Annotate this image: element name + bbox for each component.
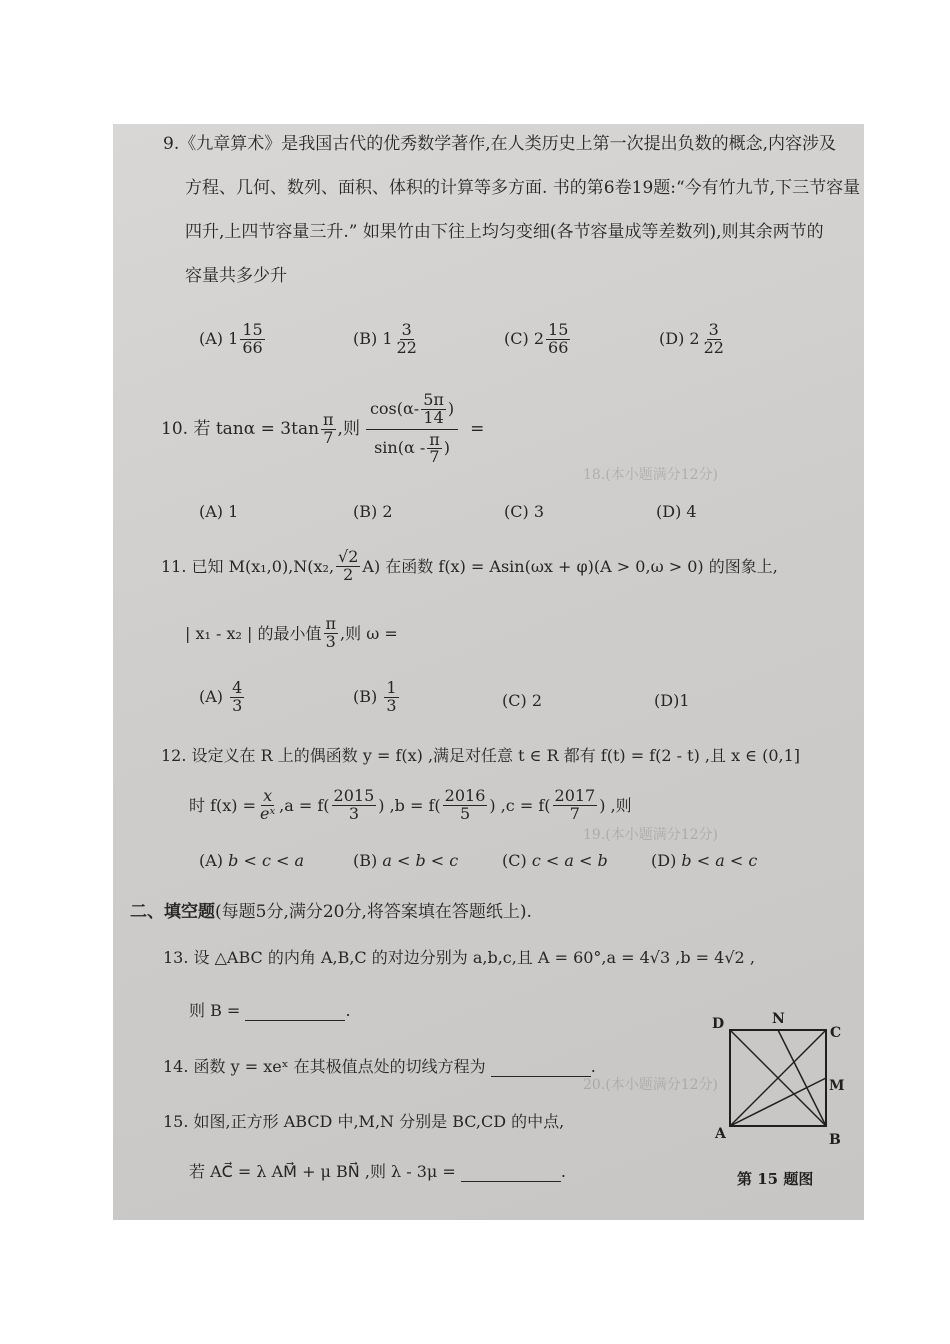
option-label: (A): [199, 328, 224, 348]
denominator: 14: [423, 407, 444, 427]
denominator: eˣ: [260, 803, 276, 823]
denominator: 22: [703, 337, 724, 357]
question-10: [161, 392, 484, 466]
option-value: 3: [533, 502, 545, 521]
q10-num-fraction: [421, 392, 446, 427]
q11-text-c: | x₁ - x₂ | 的最小值: [185, 623, 322, 643]
q12-c-text: ) ,c = f(: [489, 795, 551, 815]
q10-pi-over-7: [321, 409, 336, 447]
option-fraction: [702, 322, 726, 357]
q9-line-4: 容量共多少升: [185, 266, 287, 286]
q11-pi-over-3: [324, 616, 339, 651]
option-fraction: [546, 322, 570, 357]
numerator: 3: [708, 320, 719, 339]
question-14: [163, 1057, 596, 1077]
q10-close-paren: ): [443, 438, 451, 458]
q11-option-c: [502, 691, 542, 710]
numerator: 5π: [423, 390, 444, 409]
numerator: 15: [548, 320, 569, 339]
option-whole: 1: [382, 328, 393, 348]
denominator: 2: [343, 564, 354, 584]
option-value: 2: [531, 691, 543, 710]
option-label: (C): [502, 851, 527, 870]
q11-option-d: [654, 691, 690, 710]
q11-option-a: [199, 680, 246, 715]
denominator: 22: [396, 337, 417, 357]
option-label: (C): [502, 691, 527, 710]
q12-b-fraction: [443, 788, 488, 823]
figure-caption: 第 15 题图: [737, 1170, 814, 1188]
label-b: B: [829, 1132, 841, 1148]
q12-text-a: 时 f(x) =: [189, 795, 257, 815]
q10-option-d: [656, 502, 697, 521]
q10-den-fraction: [427, 429, 442, 467]
section-2-header: [130, 897, 532, 922]
question-11-line-1: [161, 549, 778, 584]
segment-bn: [778, 1030, 826, 1126]
q14-answer-blank: [491, 1057, 591, 1077]
option-value: b < c < a: [228, 851, 305, 870]
q10-option-a: [199, 502, 238, 521]
exam-page-photo: [113, 124, 864, 1220]
q10-then: ,则: [337, 418, 360, 439]
section-description: (每题5分,满分20分,将答案填在答题纸上).: [215, 902, 532, 922]
denominator: 7: [569, 803, 580, 823]
q9-option-d: [659, 322, 728, 357]
numerator: 2017: [554, 786, 596, 805]
q10-den-text: sin(α -: [374, 438, 426, 458]
numerator: x: [263, 786, 273, 805]
q12-option-b: [353, 851, 458, 870]
denominator: 3: [232, 695, 243, 715]
option-fraction: [240, 322, 264, 357]
label-d: D: [712, 1016, 725, 1032]
q12-option-a: [199, 851, 304, 870]
numerator: 4: [232, 678, 243, 697]
question-9: [163, 134, 863, 334]
denominator: 7: [323, 427, 334, 447]
option-fraction: [395, 322, 419, 357]
q15-answer-blank: [461, 1162, 561, 1182]
denominator: 66: [242, 337, 263, 357]
option-label: (A): [199, 502, 224, 521]
q12-a-text: ,a = f(: [279, 795, 330, 815]
q10-big-fraction: [366, 392, 458, 466]
bleed-through-text: 20.(本小题满分12分): [583, 1077, 719, 1093]
q9-line-2: 方程、几何、数列、面积、体积的计算等多方面. 书的第6卷19题:“今有竹九节,下三节容量: [185, 178, 861, 198]
option-label: (C): [504, 502, 529, 521]
denominator: 5: [459, 803, 471, 823]
numerator: √2: [338, 547, 359, 566]
question-15-line-1: 15. 如图,正方形 ABCD 中,M,N 分别是 BC,CD 的中点,: [163, 1112, 565, 1131]
q13-prompt: 则 B =: [189, 1001, 246, 1020]
option-label: (B): [353, 328, 378, 348]
label-m: M: [829, 1078, 845, 1094]
question-15-line-2: [189, 1162, 566, 1182]
q11-text-d: ,则 ω =: [340, 623, 398, 643]
q14-prompt: 14. 函数 y = xeˣ 在其极值点处的切线方程为: [163, 1057, 491, 1076]
question-13-line-1: 13. 设 △ABC 的内角 A,B,C 的对边分别为 a,b,c,且 A = 60°,a = 4√3 ,b = 4√2 ,: [163, 948, 755, 967]
option-value: 1: [679, 691, 690, 710]
numerator: 15: [242, 320, 263, 339]
denominator: 3: [348, 803, 359, 823]
question-12-line-2: [189, 788, 632, 823]
question-11-line-2: [185, 616, 398, 651]
option-label: (D): [656, 502, 682, 521]
option-fraction: [384, 680, 398, 715]
option-value: 1: [228, 502, 239, 521]
denominator: 3: [325, 631, 336, 651]
q10-denominator: [370, 430, 454, 467]
option-label: (D): [654, 691, 680, 710]
option-value: 4: [686, 502, 697, 521]
question-13-line-2: [189, 1001, 351, 1021]
option-whole: 2: [689, 328, 700, 348]
label-c: C: [830, 1025, 842, 1041]
q12-c-fraction: [553, 788, 598, 823]
option-value: a < b < c: [382, 851, 459, 870]
option-label: (B): [353, 686, 378, 706]
numerator: 3: [401, 320, 412, 339]
q13-end: .: [345, 1001, 351, 1020]
q12-option-c: [502, 851, 608, 870]
q9-line-1: 9.《九章算术》是我国古代的优秀数学著作,在人类历史上第一次提出负数的概念,内容涉及: [163, 134, 837, 154]
q12-a-fraction: [332, 788, 377, 823]
option-label: (C): [504, 328, 529, 348]
q11-sqrt2-over-2: [336, 549, 360, 584]
q10-equals: =: [470, 418, 485, 439]
figure-15: [709, 1010, 849, 1204]
q10-option-c: [504, 502, 544, 521]
q15-end: .: [560, 1162, 566, 1181]
q14-end: .: [590, 1057, 596, 1076]
q13-answer-blank: [245, 1001, 345, 1021]
denominator: 66: [548, 337, 569, 357]
numerator: 1: [386, 678, 397, 697]
label-n: N: [772, 1011, 785, 1027]
q12-fx-fraction: [258, 788, 277, 823]
q15-prompt: 若 AC⃗ = λ AM⃗ + μ BN⃗ ,则 λ - 3μ =: [189, 1162, 461, 1181]
numerator: 2015: [333, 786, 375, 805]
q11-text-a: 11. 已知 M(x₁,0),N(x₂,: [161, 556, 335, 576]
option-label: (B): [353, 851, 378, 870]
denominator: 7: [429, 447, 440, 467]
q10-num-text: cos(α-: [369, 398, 420, 418]
q12-b-text: ) ,b = f(: [378, 795, 441, 815]
segment-am: [730, 1078, 826, 1126]
option-whole: 2: [533, 328, 545, 348]
q9-option-b: [353, 322, 421, 357]
numerator: π: [429, 429, 440, 449]
question-12-line-1: 12. 设定义在 R 上的偶函数 y = f(x) ,满足对任意 t ∈ R 都有 f(t) = f(2 - t) ,且 x ∈ (0,1]: [161, 746, 801, 765]
q9-line-3: 四升,上四节容量三升.” 如果竹由下往上均匀变细(各节容量成等差数列),则其余两节的: [185, 222, 824, 242]
denominator: 3: [386, 695, 397, 715]
numerator: π: [323, 409, 334, 429]
q10-prefix: 10. 若 tanα = 3tan: [161, 418, 320, 439]
option-label: (A): [199, 686, 224, 706]
option-whole: 1: [228, 328, 239, 348]
option-value: b < a < c: [681, 851, 758, 870]
square-diagram: [709, 1010, 849, 1204]
numerator: π: [325, 614, 337, 633]
bleed-through-text: 19.(本小题满分12分): [583, 827, 719, 843]
section-title: 二、填空题: [130, 902, 215, 922]
option-value: c < a < b: [531, 851, 608, 870]
q10-close-paren: ): [447, 398, 455, 418]
option-label: (B): [353, 502, 378, 521]
q12-end: ) ,则: [599, 795, 632, 815]
q10-numerator: [366, 392, 458, 430]
q10-option-b: [353, 502, 393, 521]
q11-option-b: [353, 680, 401, 715]
q9-option-c: [504, 322, 572, 357]
bleed-through-text: 18.(本小题满分12分): [583, 467, 719, 483]
q12-option-d: [651, 851, 757, 870]
option-label: (D): [659, 328, 685, 348]
numerator: 2016: [444, 786, 486, 805]
q11-text-b: A) 在函数 f(x) = Asin(ωx + φ)(A > 0,ω > 0) 的图象上,: [362, 556, 778, 576]
option-label: (D): [651, 851, 677, 870]
q9-option-a: [199, 322, 267, 357]
option-fraction: [230, 680, 244, 715]
option-value: 2: [382, 502, 393, 521]
option-label: (A): [199, 851, 224, 870]
label-a: A: [715, 1126, 726, 1142]
